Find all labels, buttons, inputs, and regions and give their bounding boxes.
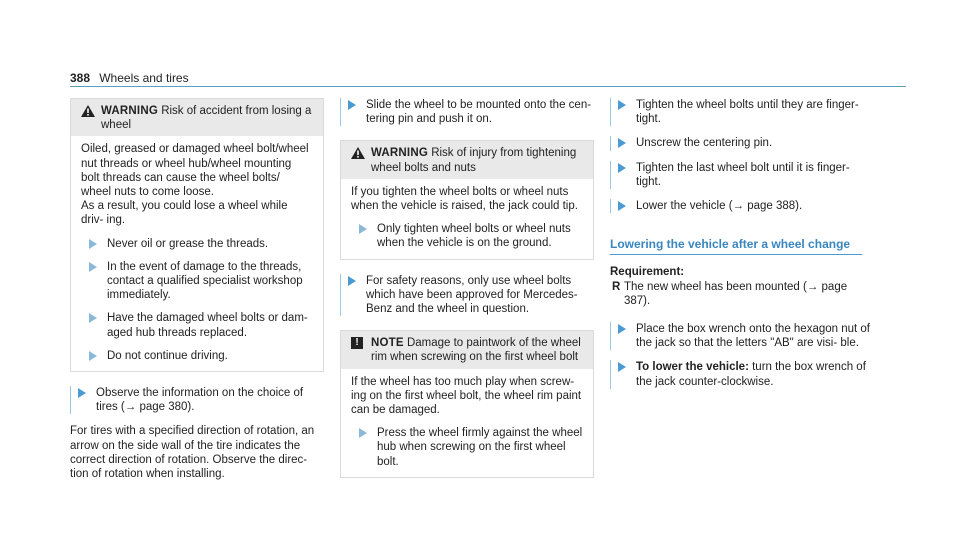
warning-label: WARNING <box>371 147 428 160</box>
step-stripe <box>610 360 611 388</box>
step-text: Lower the vehicle (→ page 388). <box>636 200 803 213</box>
step-turn-wrench <box>610 360 870 388</box>
step-text: Unscrew the centering pin. <box>636 137 773 150</box>
note-header <box>341 331 593 368</box>
bullet-text: Do not continue driving. <box>107 349 228 362</box>
bullet-text: In the event of damage to the threads, contact a qualified specialist workshop immediately. <box>107 260 303 302</box>
note-bullet <box>351 426 583 469</box>
warning-text: Oiled, greased or damaged wheel bolt/wheel nut threads or wheel hub/wheel mounting bolt threads can cause the wheel bolts/ wheel nuts to come loose. <box>81 143 309 199</box>
step-safety-bolts <box>340 274 594 317</box>
requirement-item <box>610 280 870 308</box>
step-lower-vehicle <box>610 199 870 213</box>
arrow-icon <box>618 324 626 334</box>
step-stripe <box>610 161 611 189</box>
column-2 <box>340 98 594 478</box>
step-stripe <box>340 98 341 126</box>
bullet-text: Press the wheel firmly against the wheel hub when screwing on the first wheel bolt. <box>377 427 583 468</box>
warning-box-wheel-loss <box>70 98 324 372</box>
step-stripe <box>610 136 611 150</box>
note-body <box>341 369 593 477</box>
warning-triangle-icon <box>351 147 365 159</box>
arrow-icon <box>618 163 626 173</box>
column-3 <box>610 98 870 389</box>
warning-bullet <box>81 237 313 251</box>
bullet-text: Have the damaged wheel bolts or dam- aged hub threads replaced. <box>107 312 308 339</box>
bullet-text: Never oil or grease the threads. <box>107 237 269 250</box>
arrow-icon <box>89 313 97 323</box>
note-text: If the wheel has too much play when screw- ing on the first wheel bolt, the wheel rim paint can be damaged. <box>351 375 582 417</box>
exclamation-icon: ! <box>351 337 363 349</box>
arrow-icon <box>618 362 626 372</box>
arrow-icon <box>618 138 626 148</box>
step-tighten-last-bolt <box>610 161 870 189</box>
step-unscrew-pin <box>610 136 870 150</box>
warning-title: Risk of injury from tightening wheel bolts and nuts <box>371 147 577 174</box>
page-number: 388 <box>70 71 91 85</box>
note-title: Damage to paintwork of the wheel rim when screwing on the first wheel bolt <box>371 337 581 364</box>
requirement-bullet: R <box>612 280 621 293</box>
arrow-icon <box>618 201 626 211</box>
step-stripe <box>610 322 611 350</box>
arrow-icon <box>348 276 356 286</box>
step-stripe <box>340 274 341 317</box>
arrow-icon <box>89 239 97 249</box>
step-stripe <box>70 386 71 414</box>
step-text: turn the box wrench of the jack counter-clockwise. <box>636 361 866 388</box>
warning-bullet <box>81 311 313 339</box>
note-box-paintwork <box>340 330 594 478</box>
warning-text: As a result, you could lose a wheel while driv- ing. <box>81 200 288 227</box>
step-text: Tighten the wheel bolts until they are finger- tight. <box>636 99 859 126</box>
step-text: Tighten the last wheel bolt until it is finger- tight. <box>636 161 850 188</box>
step-stripe <box>610 98 611 126</box>
note-label: NOTE <box>371 337 404 350</box>
arrow-icon <box>89 262 97 272</box>
warning-text: If you tighten the wheel bolts or wheel nuts when the vehicle is raised, the jack could tip. <box>351 185 578 213</box>
step-bold-text: To lower the vehicle: <box>636 361 749 374</box>
warning-triangle-icon <box>81 105 95 117</box>
step-stripe <box>610 199 611 213</box>
step-text: Place the box wrench onto the hexagon nut of the jack so that the letters "AB" are visi- ble. <box>636 323 870 350</box>
section-heading: Lowering the vehicle after a wheel change <box>610 237 862 255</box>
step-slide-wheel <box>340 98 594 126</box>
step-text: Slide the wheel to be mounted onto the cen- tering pin and push it on. <box>366 99 592 126</box>
requirement-text: The new wheel has been mounted (→ page 387). <box>624 280 848 307</box>
section-title: Wheels and tires <box>99 71 189 85</box>
page-header <box>70 71 189 86</box>
warning-label: WARNING <box>101 105 158 117</box>
warning-bullet <box>351 222 583 250</box>
warning-title: Risk of accident from losing a wheel <box>101 105 312 132</box>
warning-header <box>71 99 323 136</box>
bullet-text: Only tighten wheel bolts or wheel nuts when the vehicle is on the ground. <box>377 223 571 250</box>
warning-body <box>71 136 323 371</box>
arrow-icon <box>78 388 86 398</box>
warning-box-tightening <box>340 140 594 259</box>
step-text: For safety reasons, only use wheel bolts which have been approved for Mercedes- Benz and the wheel in question. <box>366 274 578 316</box>
step-text: Observe the information on the choice of tires (→ page 380). <box>96 387 304 414</box>
warning-body <box>341 179 593 259</box>
step-tighten-bolts <box>610 98 870 126</box>
arrow-icon <box>359 224 367 234</box>
warning-bullet <box>81 260 313 303</box>
arrow-icon <box>348 100 356 110</box>
rotation-paragraph: For tires with a specified direction of rotation, an arrow on the side wall of the tire indicates the correct direction of rotation. Observe the direc- tion of rotation when installing. <box>70 425 315 481</box>
warning-bullet <box>81 349 313 363</box>
arrow-icon <box>618 100 626 110</box>
column-1 <box>70 98 324 481</box>
warning-header <box>341 141 593 178</box>
arrow-icon <box>359 428 367 438</box>
step-observe-tires <box>70 386 324 414</box>
arrow-icon <box>89 351 97 361</box>
step-place-wrench <box>610 322 870 350</box>
header-rule <box>70 86 906 87</box>
requirement-label: Requirement: <box>610 266 685 279</box>
